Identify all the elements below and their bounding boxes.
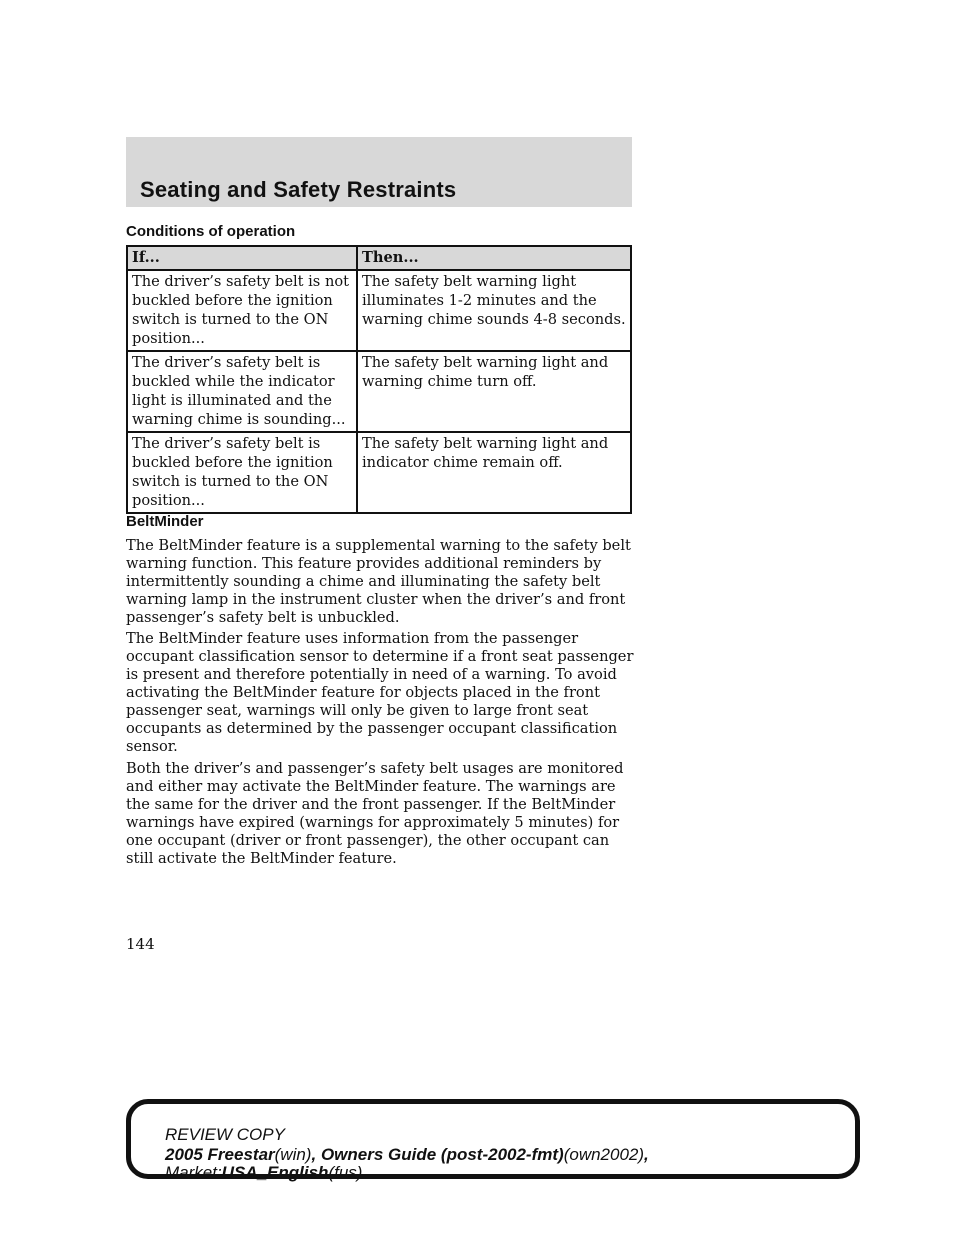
conditions-table [126, 245, 632, 514]
review-copy-label: REVIEW COPY [165, 1125, 285, 1144]
table-row [127, 351, 631, 432]
body-paragraph: The BeltMinder feature uses information from the passenger occupant classification sensor to determine if a front seat passenger is present and therefore potentially in need of a warning. To avoid activating the BeltMinder feature for objects placed in the front passenger seat, warnings will only be given to large front seat occupants as determined by the passenger occupant classification sensor. [126, 630, 634, 755]
condition-if-cell: The driver’s safety belt is not buckled before the ignition switch is turned to the ON position... [127, 270, 357, 351]
review-separator: , [311, 1145, 321, 1164]
table-row [127, 270, 631, 351]
column-header-if: If... [127, 246, 357, 270]
section-title: Seating and Safety Restraints [140, 177, 457, 202]
condition-if-cell: The driver’s safety belt is buckled while the indicator light is illuminated and the warning chime is sounding... [127, 351, 357, 432]
review-separator: , [644, 1145, 649, 1164]
table-header-row [127, 246, 631, 270]
condition-if-cell: The driver’s safety belt is buckled before the ignition switch is turned to the ON position... [127, 432, 357, 513]
review-doc-line [165, 1145, 649, 1165]
table-row [127, 432, 631, 513]
review-market-label: Market: [165, 1163, 222, 1182]
condition-then-cell: The safety belt warning light and warning chime turn off. [357, 351, 631, 432]
page-number: 144 [126, 935, 155, 953]
body-paragraph: Both the driver’s and passenger’s safety belt usages are monitored and either may activate the BeltMinder feature. The warnings are the same for the driver and the front passenger. If the BeltMinder warnings have expired (warnings for approximately 5 minutes) for one occupant (driver or front passenger), the other occupant can still activate the BeltMinder feature. [126, 760, 624, 867]
body-paragraph: The BeltMinder feature is a supplemental warning to the safety belt warning function. This feature provides additional reminders by intermittently sounding a chime and illuminating the safety belt warning lamp in the instrument cluster when the driver’s and front passenger’s safety belt is unbuckled. [126, 537, 631, 626]
review-model: 2005 Freestar [165, 1145, 275, 1164]
condition-then-cell: The safety belt warning light illuminates 1-2 minutes and the warning chime sounds 4-8 seconds. [357, 270, 631, 351]
column-header-then: Then... [357, 246, 631, 270]
review-guide-code: (own2002) [563, 1145, 645, 1164]
review-market-code: (fus) [328, 1163, 363, 1182]
review-model-code: (win) [274, 1145, 312, 1164]
condition-then-cell: The safety belt warning light and indicator chime remain off. [357, 432, 631, 513]
review-market-line [165, 1163, 362, 1183]
conditions-heading: Conditions of operation [126, 223, 296, 240]
review-guide: Owners Guide (post-2002-fmt) [320, 1145, 564, 1164]
review-market: USA_English [221, 1163, 329, 1182]
beltminder-heading: BeltMinder [126, 513, 204, 530]
